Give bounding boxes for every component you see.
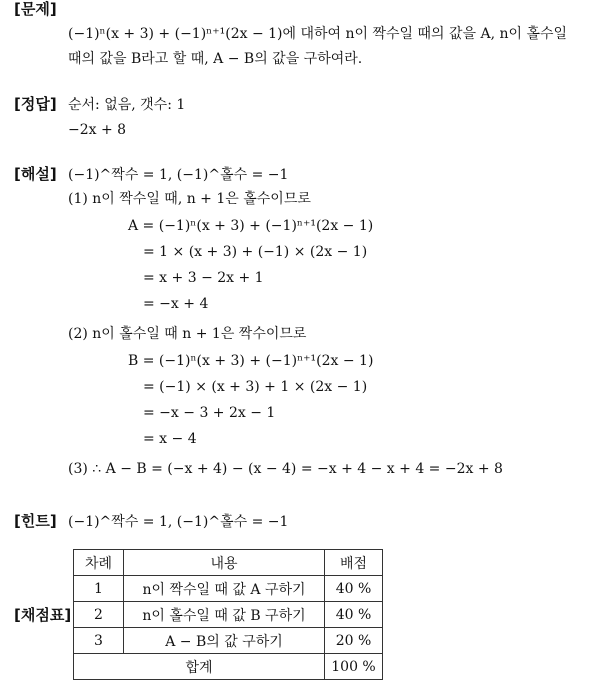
problem-line-2: 때의 값을 B라고 할 때, A − B의 값을 구하여라.	[68, 51, 363, 67]
case2-line: = −x − 3 + 2x − 1	[143, 405, 276, 421]
solution-intro: (−1)^짝수 = 1, (−1)^홀수 = −1	[68, 167, 289, 183]
solution-section-label: [해설]	[14, 165, 57, 183]
rubric-cell-order: 3	[74, 628, 124, 654]
case1-line: = x + 3 − 2x + 1	[143, 270, 264, 286]
hint-text: (−1)^짝수 = 1, (−1)^홀수 = −1	[68, 514, 289, 530]
case2-line: = x − 4	[143, 431, 197, 447]
rubric-total-value: 100 %	[325, 654, 383, 680]
rubric-total-row	[74, 654, 383, 680]
rubric-section-label: [채점표]	[14, 606, 72, 624]
rubric-cell-points: 20 %	[325, 628, 383, 654]
case2-line: = (−1) × (x + 3) + 1 × (2x − 1)	[143, 379, 368, 395]
answer-value: −2x + 8	[68, 122, 127, 138]
rubric-cell-order: 2	[74, 602, 124, 628]
case1-line: = −x + 4	[143, 296, 209, 312]
rubric-row	[74, 628, 383, 654]
hint-section-label: [힌트]	[14, 512, 57, 530]
problem-line-1: (−1)ⁿ(x + 3) + (−1)ⁿ⁺¹(2x − 1)에 대하여 n이 짝수일 때의 값을 A, n이 홀수일	[68, 26, 568, 42]
rubric-header-order: 차례	[74, 550, 124, 576]
rubric-cell-content: A − B의 값 구하기	[124, 628, 325, 654]
problem-section-label: [문제]	[14, 0, 57, 18]
case3-line: (3) ∴ A − B = (−x + 4) − (x − 4) = −x + 4 − x + 4 = −2x + 8	[68, 461, 503, 477]
answer-meta: 순서: 없음, 갯수: 1	[68, 97, 186, 113]
rubric-cell-points: 40 %	[325, 576, 383, 602]
rubric-header-content: 내용	[124, 550, 325, 576]
rubric-row	[74, 576, 383, 602]
answer-section-label: [정답]	[14, 95, 57, 113]
case1-title: (1) n이 짝수일 때, n + 1은 홀수이므로	[68, 191, 311, 207]
rubric-row	[74, 602, 383, 628]
rubric-table	[73, 549, 383, 680]
rubric-header-row	[74, 550, 383, 576]
rubric-cell-content: n이 홀수일 때 값 B 구하기	[124, 602, 325, 628]
case1-line: = 1 × (x + 3) + (−1) × (2x − 1)	[143, 244, 368, 260]
case2-title: (2) n이 홀수일 때 n + 1은 짝수이므로	[68, 326, 307, 342]
rubric-cell-content: n이 짝수일 때 값 A 구하기	[124, 576, 325, 602]
rubric-cell-order: 1	[74, 576, 124, 602]
case1-line: A = (−1)ⁿ(x + 3) + (−1)ⁿ⁺¹(2x − 1)	[128, 218, 374, 234]
rubric-total-label: 합계	[74, 654, 325, 680]
case2-line: B = (−1)ⁿ(x + 3) + (−1)ⁿ⁺¹(2x − 1)	[128, 353, 374, 369]
rubric-header-points: 배점	[325, 550, 383, 576]
rubric-cell-points: 40 %	[325, 602, 383, 628]
